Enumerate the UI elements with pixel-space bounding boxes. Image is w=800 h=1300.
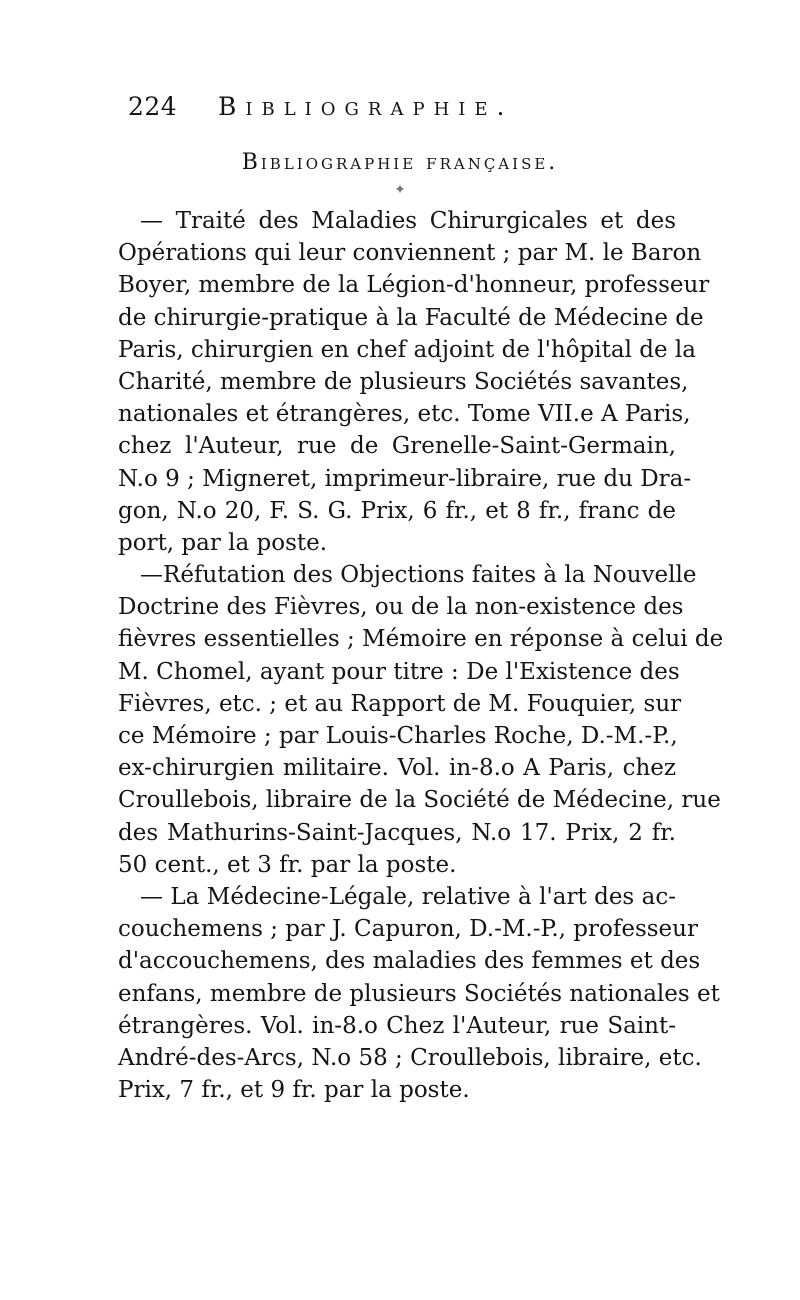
text-line: — Traité des Maladies Chirurgicales et des bbox=[140, 208, 676, 234]
text-line: Doctrine des Fièvres, ou de la non-existence des bbox=[118, 594, 684, 621]
text-line: — La Médecine-Légale, relative à l'art des ac- bbox=[140, 883, 676, 910]
text-line: Charité, membre de plusieurs Sociétés savantes, bbox=[118, 368, 689, 395]
text-line: de chirurgie-pratique à la Faculté de Médecine de bbox=[118, 304, 704, 331]
text-line: Opérations qui leur conviennent ; par M. le Baron bbox=[118, 240, 702, 267]
text-line: étrangères. Vol. in-8.o Chez l'Auteur, rue Saint- bbox=[118, 1012, 676, 1039]
text-line: M. Chomel, ayant pour titre : De l'Existence des bbox=[118, 658, 680, 685]
text-line: gon, N.o 20, F. S. G. Prix, 6 fr., et 8 fr., franc de bbox=[118, 497, 676, 524]
page-number: 224 bbox=[128, 92, 178, 121]
text-line: port, par la poste. bbox=[118, 529, 328, 556]
text-line: fièvres essentielles ; Mémoire en réponse à celui de bbox=[118, 626, 724, 653]
running-head-title: Bibliographie. bbox=[218, 92, 514, 121]
section-title: Bibliographie française. bbox=[241, 150, 559, 175]
text-line: nationales et étrangères, etc. Tome VII.e A Paris, bbox=[118, 401, 691, 428]
text-line: —Réfutation des Objections faites à la Nouvelle bbox=[140, 562, 697, 589]
text-line: ex-chirurgien militaire. Vol. in-8.o A Paris, chez bbox=[118, 755, 676, 782]
text-line: enfans, membre de plusieurs Sociétés nationales et bbox=[118, 980, 720, 1007]
text-line: Fièvres, etc. ; et au Rapport de M. Fouquier, sur bbox=[118, 690, 682, 717]
text-line: Prix, 7 fr., et 9 fr. par la poste. bbox=[118, 1077, 470, 1104]
text-line: couchemens ; par J. Capuron, D.-M.-P., professeur bbox=[118, 916, 698, 943]
text-line: Boyer, membre de la Légion-d'honneur, professeur bbox=[118, 272, 710, 299]
text-line: Croullebois, libraire de la Société de Médecine, rue bbox=[118, 787, 721, 814]
bottom-margin bbox=[0, 1290, 800, 1300]
text-line: André-des-Arcs, N.o 58 ; Croullebois, libraire, etc. bbox=[118, 1044, 702, 1071]
text-line: Paris, chirurgien en chef adjoint de l'hôpital de la bbox=[118, 336, 696, 363]
text-line: d'accouchemens, des maladies des femmes et des bbox=[118, 948, 701, 975]
ornament-icon: ✦ bbox=[394, 182, 406, 198]
running-head bbox=[118, 92, 698, 132]
bibliography-body bbox=[118, 205, 724, 1106]
text-line: chez l'Auteur, rue de Grenelle-Saint-Germain, bbox=[118, 433, 676, 460]
text-line: des Mathurins-Saint-Jacques, N.o 17. Prix, 2 fr. bbox=[118, 819, 676, 846]
text-line: 50 cent., et 3 fr. par la poste. bbox=[118, 851, 457, 878]
text-line: N.o 9 ; Migneret, imprimeur-libraire, rue du Dra- bbox=[118, 465, 692, 492]
text-line: ce Mémoire ; par Louis-Charles Roche, D.-M.-P., bbox=[118, 723, 678, 749]
